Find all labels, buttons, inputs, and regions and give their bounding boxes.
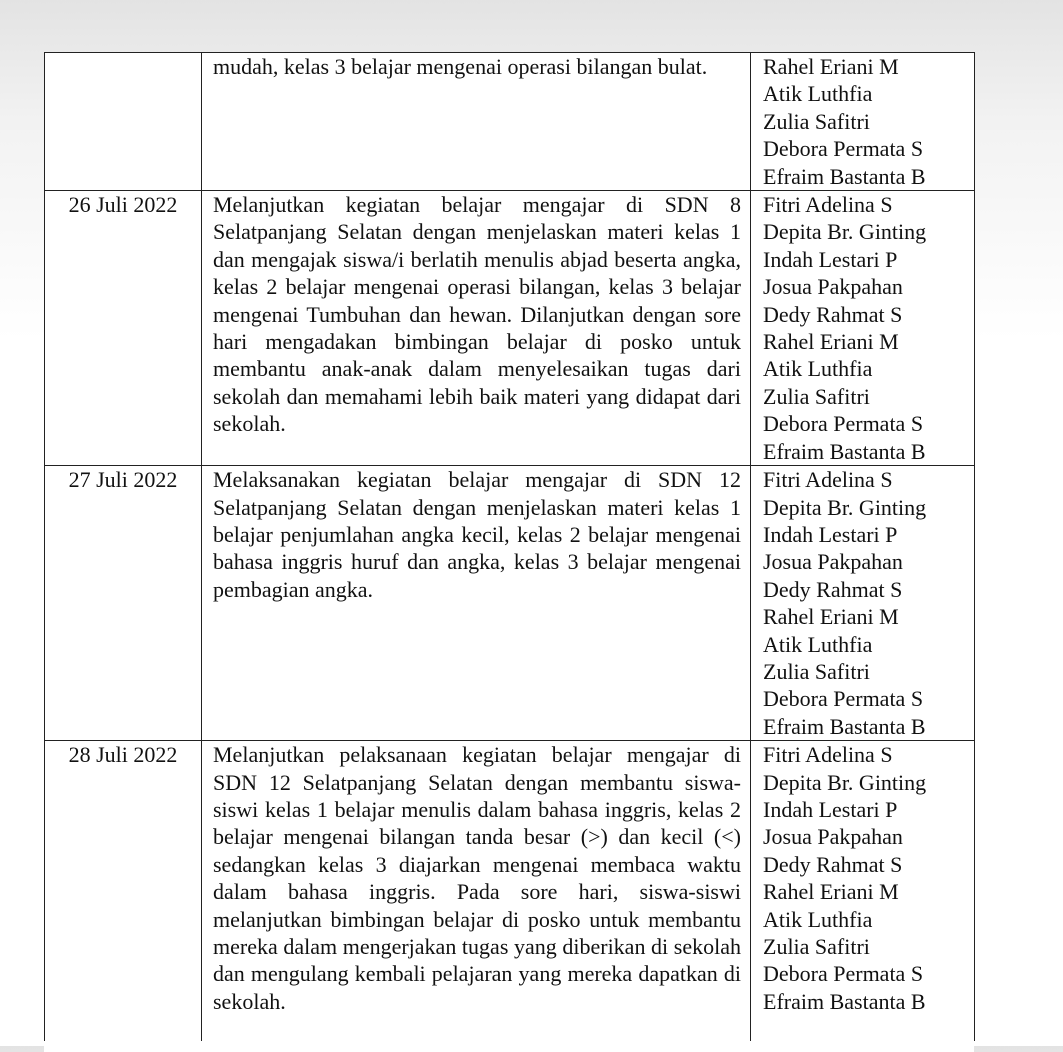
participant-name: Rahel Eriani M	[763, 54, 899, 79]
date-cell	[45, 53, 202, 191]
participant-name: Josua Pakpahan	[763, 824, 903, 850]
participant-name: Efraim Bastanta B	[763, 713, 926, 739]
table-row	[45, 191, 975, 466]
document-page	[44, 52, 974, 1052]
participant-name: Debora Permata S	[763, 686, 924, 712]
participants-cell	[751, 191, 975, 466]
activity-cell: mudah, kelas 3 belajar mengenai operasi bilangan bulat.	[202, 53, 751, 191]
activity-cell: Melanjutkan pelaksanaan kegiatan belajar mengajar di SDN 12 Selatpanjang Selatan dengan membantu siswa-siswi kelas 1 belajar menulis dalam bahasa inggris, kelas 2 belajar mengenai bilangan tanda besar (>) dan kecil (<) sedangkan kelas 3 diajarkan mengenai membaca waktu dalam bahasa inggris. Pada sore hari, siswa-siswi melanjutkan bimbingan belajar di posko untuk membantu mereka dalam mengerjakan tugas yang diberikan di sekolah dan mengulang kembali pelajaran yang mereka dapatkan di sekolah.	[202, 741, 751, 1042]
participant-name: Fitri Adelina S	[763, 742, 893, 768]
participant-name: Dedy Rahmat S	[763, 576, 903, 602]
participant-name: Rahel Eriani M	[763, 329, 899, 355]
participant-name: Fitri Adelina S	[763, 192, 893, 218]
participant-name: Debora Permata S	[763, 961, 924, 987]
participant-name: Indah Lestari P	[763, 246, 898, 272]
participant-name: Indah Lestari P	[763, 796, 898, 822]
participant-name: Rahel Eriani M	[763, 879, 899, 905]
participant-name: Atik Luthfia	[763, 81, 873, 107]
participants-cell	[751, 53, 975, 191]
participant-name: Dedy Rahmat S	[763, 851, 903, 877]
participant-name: Josua Pakpahan	[763, 274, 903, 300]
participant-name: Indah Lestari P	[763, 521, 898, 547]
participant-name: Depita Br. Ginting	[763, 769, 927, 795]
participant-name: Atik Luthfia	[763, 356, 873, 382]
participant-name: Zulia Safitri	[763, 934, 870, 959]
activity-log-body	[45, 53, 975, 1042]
participant-name: Josua Pakpahan	[763, 549, 903, 575]
table-row	[45, 741, 975, 1042]
participants-cell	[751, 466, 975, 741]
table-row	[45, 466, 975, 741]
participant-name: Debora Permata S	[763, 136, 924, 162]
participant-name: Depita Br. Ginting	[763, 219, 927, 245]
activity-cell: Melanjutkan kegiatan belajar mengajar di SDN 8 Selatpanjang Selatan dengan menjelaskan materi kelas 1 dan mengajak siswa/i berlatih menulis abjad beserta angka, kelas 2 belajar mengenai operasi bilangan, kelas 3 belajar mengenai Tumbuhan dan hewan. Dilanjutkan dengan sore hari mengadakan bimbingan belajar di posko untuk membantu anak-anak dalam menyelesaikan tugas dari sekolah dan memahami lebih baik materi yang didapat dari sekolah.	[202, 191, 751, 466]
date-cell: 26 Juli 2022	[45, 191, 202, 466]
participant-name: Efraim Bastanta B	[763, 163, 926, 189]
participant-name: Zulia Safitri	[763, 383, 870, 409]
table-row	[45, 53, 975, 191]
participant-name: Debora Permata S	[763, 411, 924, 437]
participant-name: Atik Luthfia	[763, 906, 873, 932]
participant-name: Fitri Adelina S	[763, 467, 893, 493]
activity-cell: Melaksanakan kegiatan belajar mengajar di SDN 12 Selatpanjang Selatan dengan menjelaskan materi kelas 1 belajar penjumlahan angka kecil, kelas 2 belajar mengenai bahasa inggris huruf dan angka, kelas 3 belajar mengenai pembagian angka.	[202, 466, 751, 741]
participant-name: Depita Br. Ginting	[763, 494, 927, 520]
participant-name: Rahel Eriani M	[763, 604, 899, 630]
participant-name: Efraim Bastanta B	[763, 988, 926, 1014]
activity-log-table	[44, 52, 975, 1041]
date-cell: 27 Juli 2022	[45, 466, 202, 741]
date-cell: 28 Juli 2022	[45, 741, 202, 1042]
participants-cell	[751, 741, 975, 1042]
participant-name: Efraim Bastanta B	[763, 438, 926, 464]
participant-name: Atik Luthfia	[763, 631, 873, 657]
participant-name: Dedy Rahmat S	[763, 301, 903, 327]
participant-name: Zulia Safitri	[763, 658, 870, 684]
participant-name: Zulia Safitri	[763, 108, 870, 134]
